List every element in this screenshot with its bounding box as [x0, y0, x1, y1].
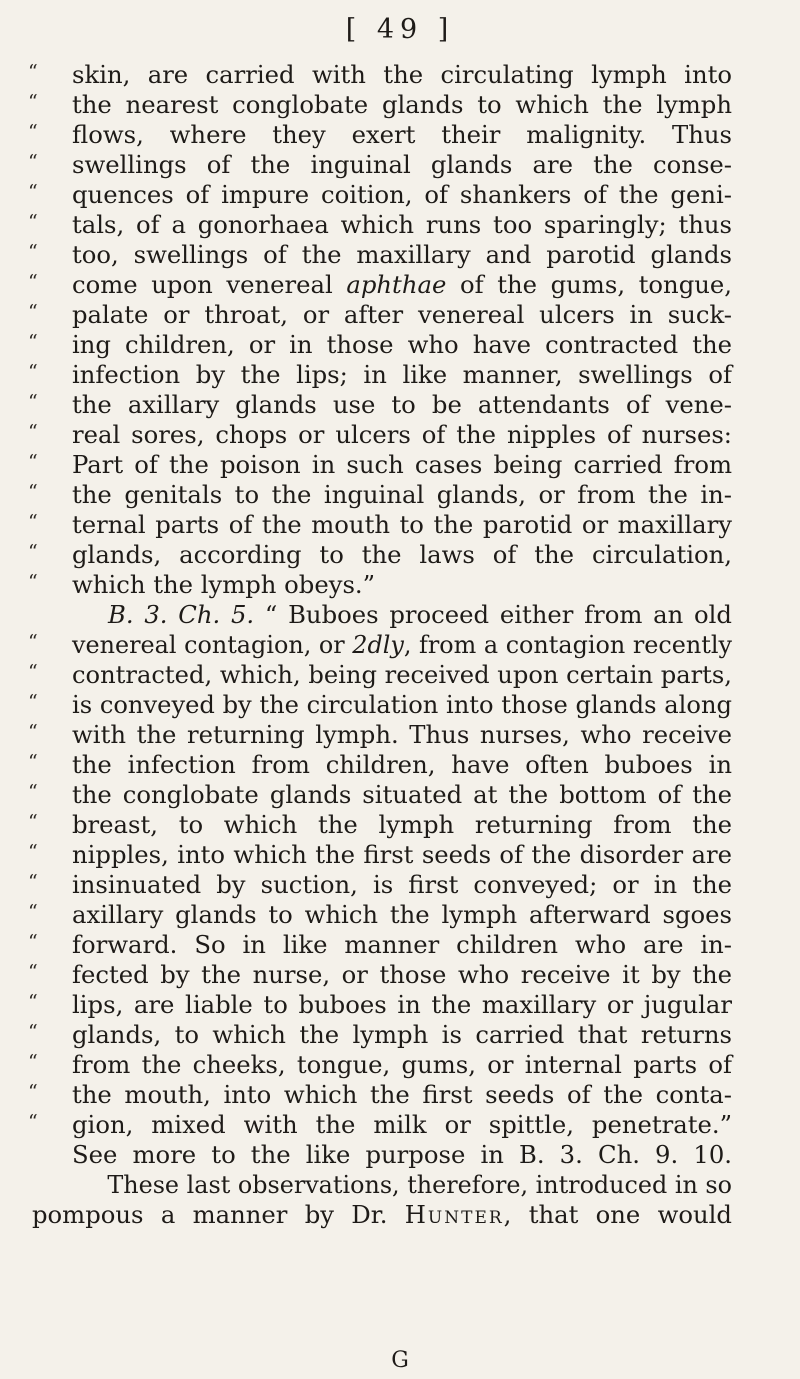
signature-mark: G [391, 1348, 409, 1373]
quote-mark: “ [28, 61, 38, 83]
text-line [28, 900, 732, 930]
line-text [72, 1080, 732, 1110]
line-text [72, 990, 732, 1020]
text-line [28, 780, 732, 810]
text-line [28, 1080, 732, 1110]
quote-mark: “ [28, 571, 38, 593]
line-text-run: breast, to which the lymph returning from the [72, 810, 732, 839]
text-line [72, 600, 732, 630]
text-line [72, 1170, 732, 1200]
quote-mark: “ [28, 181, 38, 203]
line-text [72, 660, 732, 690]
quote-mark: “ [28, 541, 38, 563]
line-text [72, 150, 732, 180]
line-text-run: come upon venereal [72, 270, 347, 299]
text-line [28, 630, 732, 660]
text-line [28, 1050, 732, 1080]
line-text-run: pompous a manner by Dr. [32, 1200, 405, 1229]
line-text-run: too, swellings of the maxillary and parotid glands [72, 240, 732, 269]
line-text [72, 540, 732, 570]
line-text [72, 930, 732, 960]
line-text [72, 1170, 732, 1200]
line-text [72, 180, 732, 210]
quote-mark: “ [28, 451, 38, 473]
line-text-run: swellings of the inguinal glands are the conse- [72, 150, 732, 179]
quote-mark: “ [28, 961, 38, 983]
line-text [72, 900, 732, 930]
quote-mark: “ [28, 481, 38, 503]
line-text-run: See more to the like purpose in B. 3. Ch. 9. 10. [72, 1140, 732, 1169]
line-text-run: of the gums, tongue, [446, 270, 732, 299]
line-text [72, 360, 732, 390]
line-text [72, 750, 732, 780]
text-line [28, 510, 732, 540]
line-text-run: Part of the poison in such cases being carried from [72, 450, 732, 479]
text-line [28, 390, 732, 420]
line-text-run: nipples, into which the first seeds of the disorder are [72, 840, 732, 869]
line-text [72, 630, 732, 660]
text-line [28, 750, 732, 780]
line-text-run: glands, to which the lymph is carried that returns [72, 1020, 732, 1049]
italic-term: 2dly [352, 630, 404, 659]
text-line [28, 60, 732, 90]
line-text-run: flows, where they exert their malignity. Thus [72, 120, 732, 149]
quote-mark: “ [28, 751, 38, 773]
line-text-run: the mouth, into which the first seeds of the conta- [72, 1080, 732, 1109]
line-text-run: real sores, chops or ulcers of the nipples of nurses: [72, 420, 732, 449]
text-line [28, 1020, 732, 1050]
quote-mark: “ [28, 241, 38, 263]
text-line [28, 1110, 732, 1140]
quote-mark: “ [28, 1081, 38, 1103]
line-text [72, 840, 732, 870]
quote-mark: “ [28, 931, 38, 953]
line-text [72, 810, 732, 840]
line-text [72, 120, 732, 150]
quote-mark: “ [28, 1021, 38, 1043]
quote-mark: “ [28, 301, 38, 323]
quote-mark: “ [28, 1111, 38, 1133]
citation: B. 3. Ch. 5. [108, 600, 255, 629]
quote-mark: “ [28, 631, 38, 653]
quote-mark: “ [28, 121, 38, 143]
quote-mark: “ [28, 661, 38, 683]
line-text [72, 720, 732, 750]
line-text [72, 210, 732, 240]
line-text [72, 570, 375, 600]
text-line [28, 570, 732, 600]
text-line [28, 270, 732, 300]
text-line [28, 360, 732, 390]
line-text-run: axillary glands to which the lymph afterward sgoes [72, 900, 732, 929]
line-text [72, 240, 732, 270]
text-line [28, 300, 732, 330]
body-text [28, 60, 732, 1230]
line-text-run: contracted, which, being received upon certain parts, [72, 660, 732, 689]
text-line [28, 720, 732, 750]
line-text-run: palate or throat, or after venereal ulcers in suck- [72, 300, 732, 329]
quote-mark: “ [28, 691, 38, 713]
text-line [28, 150, 732, 180]
line-text [72, 60, 732, 90]
line-text-run: with the returning lymph. Thus nurses, who receive [72, 720, 732, 749]
line-text-run: is conveyed by the circulation into those glands along [72, 690, 732, 719]
text-line [32, 1200, 732, 1230]
quote-mark: “ [28, 151, 38, 173]
line-text-run: , that one would [503, 1200, 732, 1229]
author-name: Hunter [404, 1200, 504, 1229]
line-text-run: glands, according to the laws of the circulation, [72, 540, 732, 569]
line-text [72, 780, 732, 810]
line-text-run: ternal parts of the mouth to the parotid or maxillary [72, 510, 732, 539]
text-line [28, 870, 732, 900]
line-text-run: These last observations, therefore, introduced in so [107, 1170, 732, 1199]
line-text-run: , from a contagion recently [403, 630, 732, 659]
line-text-run: infection by the lips; in like manner, swellings of [72, 360, 732, 389]
quote-mark: “ [28, 271, 38, 293]
quote-mark: “ [28, 211, 38, 233]
line-text-run: from the cheeks, tongue, gums, or internal parts of [72, 1050, 732, 1079]
text-line [28, 990, 732, 1020]
line-text-run: insinuated by suction, is first conveyed; or in the [72, 870, 732, 899]
text-line [28, 660, 732, 690]
line-text-run: quences of impure coition, of shankers of the geni- [72, 180, 732, 209]
line-text [72, 450, 732, 480]
line-text-run: which the lymph obeys.” [72, 570, 376, 599]
quote-mark: “ [28, 361, 38, 383]
text-line [28, 930, 732, 960]
line-text-run: the axillary glands use to be attendants of vene- [72, 390, 732, 419]
line-text [72, 1110, 732, 1140]
line-text [72, 960, 732, 990]
quote-mark: “ [28, 991, 38, 1013]
line-text-run: the conglobate glands situated at the bottom of the [72, 780, 732, 809]
line-text-run: gion, mixed with the milk or spittle, penetrate.” [72, 1110, 732, 1139]
line-text [72, 480, 732, 510]
text-line [28, 420, 732, 450]
line-text [72, 600, 732, 630]
quote-mark: “ [28, 1051, 38, 1073]
text-line [28, 450, 732, 480]
line-text [72, 510, 732, 540]
text-line [28, 210, 732, 240]
line-text-run: venereal contagion, or [72, 630, 353, 659]
text-line [28, 960, 732, 990]
line-text [72, 420, 732, 450]
line-text [72, 390, 732, 420]
quote-mark: “ [28, 511, 38, 533]
text-line [28, 120, 732, 150]
text-line [28, 330, 732, 360]
quote-mark: “ [28, 91, 38, 113]
text-line [28, 690, 732, 720]
quote-mark: “ [28, 871, 38, 893]
quote-mark: “ [28, 901, 38, 923]
line-text-run: the genitals to the inguinal glands, or from the in- [72, 480, 732, 509]
quote-mark: “ [28, 421, 38, 443]
line-text-run: lips, are liable to buboes in the maxillary or jugular [72, 990, 732, 1019]
line-text [32, 1200, 732, 1230]
line-text-run: tals, of a gonorhaea which runs too sparingly; thus [72, 210, 732, 239]
text-line [28, 840, 732, 870]
italic-term: aphthae [346, 270, 447, 299]
line-text-run: skin, are carried with the circulating lymph into [72, 60, 732, 89]
line-text [72, 1020, 732, 1050]
quote-mark: “ [28, 811, 38, 833]
line-text [72, 330, 732, 360]
line-text [72, 870, 732, 900]
line-text-run: ing children, or in those who have contracted the [72, 330, 732, 359]
quote-mark: “ [28, 841, 38, 863]
line-text-run: the infection from children, have often buboes in [72, 750, 732, 779]
line-text [72, 90, 732, 120]
text-line [28, 90, 732, 120]
text-line [28, 810, 732, 840]
line-text-run: the nearest conglobate glands to which the lymph [72, 90, 732, 119]
text-line [28, 540, 732, 570]
line-text [72, 270, 732, 300]
text-line [28, 240, 732, 270]
line-text [72, 1140, 732, 1170]
line-text-run: forward. So in like manner children who are in- [72, 930, 732, 959]
line-text [72, 300, 732, 330]
quote-mark: “ [28, 391, 38, 413]
text-line [28, 480, 732, 510]
line-text-run: fected by the nurse, or those who receive it by the [72, 960, 732, 989]
line-text [72, 690, 732, 720]
line-text [72, 1050, 732, 1080]
quote-mark: “ [28, 781, 38, 803]
text-line [28, 180, 732, 210]
page-number: [ 49 ] [345, 14, 455, 45]
text-line [72, 1140, 732, 1170]
quote-mark: “ [28, 721, 38, 743]
quote-mark: “ [28, 331, 38, 353]
line-text-run: “ Buboes proceed either from an old [254, 600, 732, 629]
